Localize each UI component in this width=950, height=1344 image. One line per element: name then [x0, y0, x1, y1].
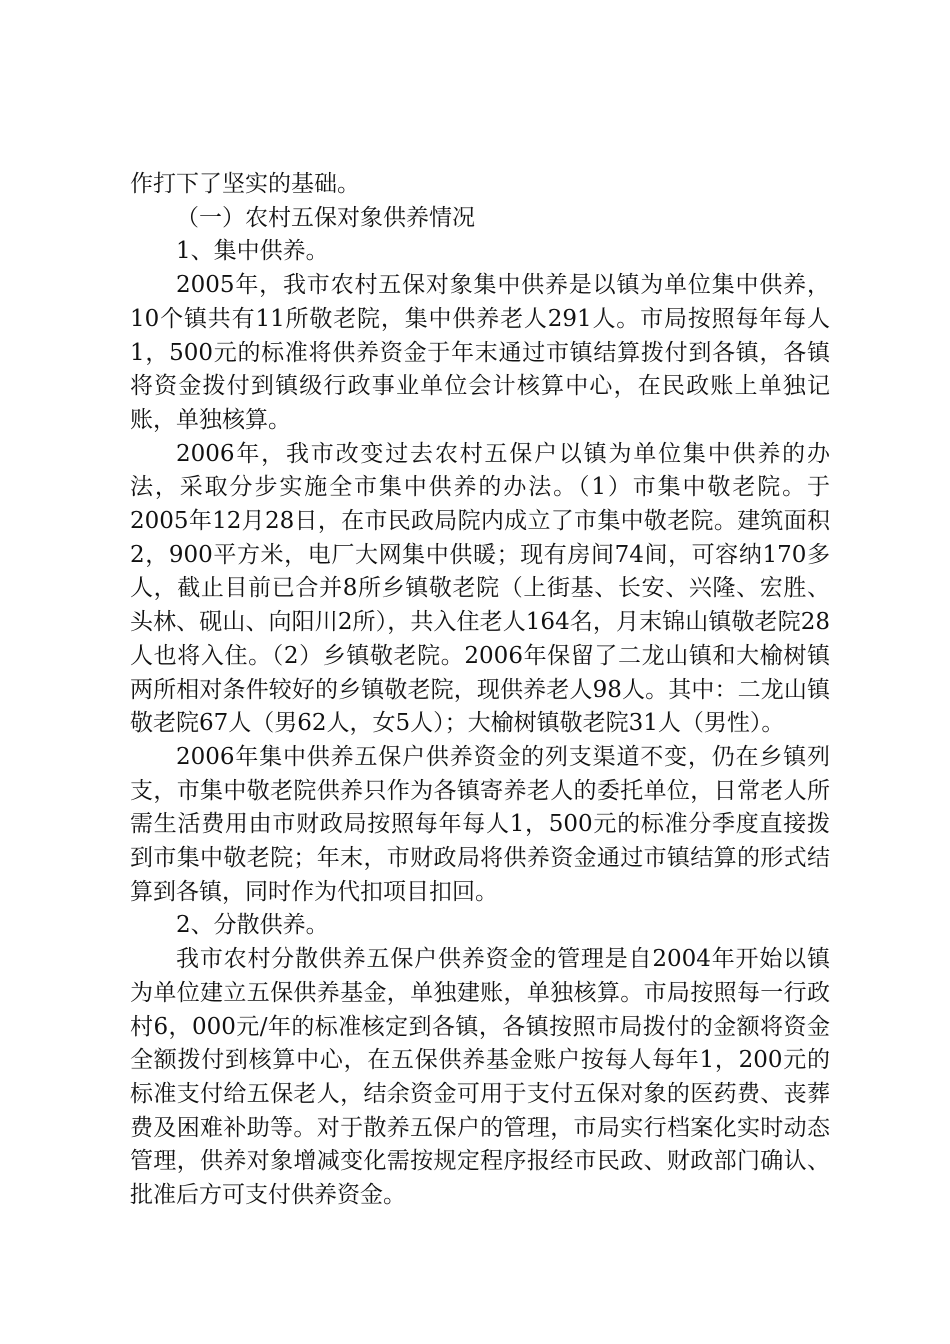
section-heading-rural-wubao-support: （一）农村五保对象供养情况: [176, 204, 475, 231]
paragraph-continuation: 作打下了坚实的基础。: [130, 171, 360, 197]
subsection-heading-dispersed-support: 2、分散供养。: [176, 912, 329, 939]
paragraph-dispersed-funding: 我市农村分散供养五保户供养资金的管理是自2004年开始以镇为单位建立五保供养基金，单独建账，单独核算。市局按照每一行政村6，000元/年的标准核定到各镇，各镇按照市局拨付的金额将资金全额拨付到核算中心，在五保供养基金账户按每人每年1，200元的标准支付给五保老人，结余资金可用于支付五保对象的医药费、丧葬费及困难补助等。对于散养五保户的管理，市局实行档案化实时动态管理，供养对象增减变化需按规定程序报经市民政、财政部门确认、批准后方可支付供养资金。: [130, 946, 830, 1209]
paragraph-2005-centralized: 2005年，我市农村五保对象集中供养是以镇为单位集中供养，10个镇共有11所敬老院，集中供养老人291人。市局按照每年每人1，500元的标准将供养资金于年末通过市镇结算拨付到各镇，各镇将资金拨付到镇级行政事业单位会计核算中心，在民政账上单独记账，单独核算。: [130, 272, 830, 433]
subsection-heading-centralized-support: 1、集中供养。: [176, 238, 329, 265]
paragraph-2006-funding: 2006年集中供养五保户供养资金的列支渠道不变，仍在乡镇列支，市集中敬老院供养只作为各镇寄养老人的委托单位，日常老人所需生活费用由市财政局按照每年每人1，500元的标准分季度直接拨到市集中敬老院；年末，市财政局将供养资金通过市镇结算的形式结算到各镇，同时作为代扣项目扣回。: [130, 743, 830, 905]
document-body: [130, 168, 830, 1213]
paragraph-2006-reform: 2006年，我市改变过去农村五保户以镇为单位集中供养的办法，采取分步实施全市集中供养的办法。（1）市集中敬老院。于2005年12月28日，在市民政局院内成立了市集中敬老院。建筑面积2，900平方米，电厂大网集中供暖；现有房间74间，可容纳170多人，截止目前已合并8所乡镇敬老院（上街基、长安、兴隆、宏胜、头林、砚山、向阳川2所），共入住老人164名，月末锦山镇敬老院28人也将入住。（2）乡镇敬老院。2006年保留了二龙山镇和大榆树镇两所相对条件较好的乡镇敬老院，现供养老人98人。其中：二龙山镇敬老院67人（男62人，女5人）；大榆树镇敬老院31人（男性）。: [130, 440, 830, 737]
